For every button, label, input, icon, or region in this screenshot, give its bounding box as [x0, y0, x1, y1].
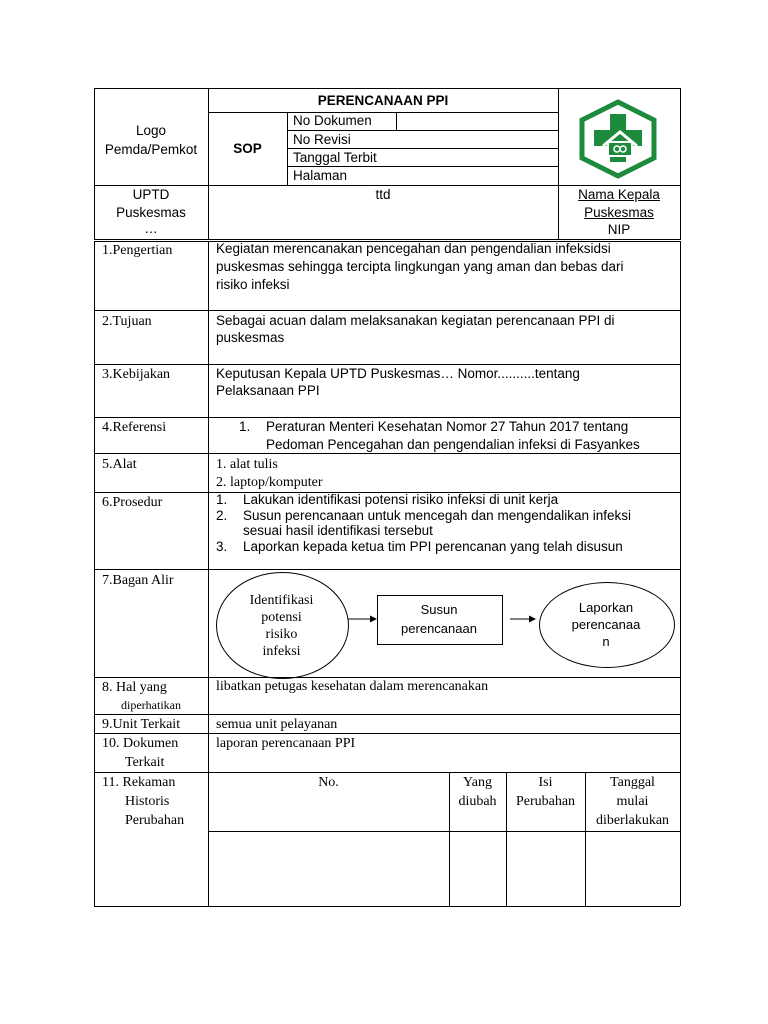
logo-placeholder: Logo Pemda/Pemkot	[104, 123, 198, 157]
label-hal-yang: 8. Hal yang	[102, 680, 167, 695]
alat-item-2: 2. laptop/komputer	[216, 475, 323, 490]
text-pengertian: Kegiatan merencanakan pencegahan dan pengendalian infeksidsi puskesmas sehingga tercipta lingkungan yang aman dan bebas dari risiko infeksi	[216, 241, 624, 292]
col-header-yang: Yang	[463, 775, 492, 790]
arrow-right-icon	[529, 616, 536, 623]
text-unit-terkait: semua unit pelayanan	[216, 717, 338, 732]
label-perubahan: Perubahan	[125, 813, 185, 828]
label-kebijakan: 3.Kebijakan	[102, 367, 171, 382]
prosedur-step-3-num: 3.	[216, 539, 228, 554]
flow-node3-line3: n	[602, 634, 610, 649]
label-unit-terkait: 9.Unit Terkait	[102, 717, 181, 732]
field-no-revisi: No Revisi	[293, 132, 351, 147]
label-dokumen: 10. Dokumen	[102, 736, 179, 751]
head-name-line2: Puskesmas	[584, 205, 654, 220]
label-pengertian: 1.Pengertian	[102, 243, 173, 258]
prosedur-step-2: Susun perencanaan untuk mencegah dan mengendalikan infeksi sesuai hasil identifikasi tersebut	[243, 508, 632, 538]
label-tujuan: 2.Tujuan	[102, 314, 152, 329]
flow-node2-line2: perencanaan	[401, 621, 477, 636]
text-kebijakan: Keputusan Kepala UPTD Puskesmas… Nomor..........tentang Pelaksanaan PPI	[216, 366, 580, 398]
label-historis: Historis	[125, 794, 170, 809]
col-header-perubahan: Perubahan	[515, 794, 576, 809]
label-referensi: 4.Referensi	[102, 420, 167, 435]
flow-node3-line2: perencanaa	[571, 617, 641, 632]
referensi-num: 1.	[239, 419, 251, 434]
label-terkait: Terkait	[125, 755, 165, 770]
col-header-no: No.	[318, 775, 339, 790]
label-prosedur: 6.Prosedur	[102, 495, 163, 510]
field-halaman: Halaman	[293, 168, 348, 183]
arrow-right-icon	[370, 616, 377, 623]
field-no-dokumen: No Dokumen	[293, 113, 372, 128]
unit-line3: …	[144, 221, 158, 236]
col-header-diubah: diubah	[458, 794, 497, 809]
field-tanggal-terbit: Tanggal Terbit	[293, 150, 377, 165]
unit-line2: Puskesmas	[116, 205, 186, 220]
unit-line1: UPTD	[132, 187, 170, 202]
sop-label: SOP	[233, 141, 262, 156]
text-dokumen-terkait: laporan perencanaan PPI	[216, 736, 356, 751]
referensi-text: Peraturan Menteri Kesehatan Nomor 27 Tahun 2017 tentang	[266, 419, 629, 434]
flow-node1-line2: potensi	[261, 610, 302, 625]
flow-node1-line3: risiko	[265, 627, 298, 642]
flow-node2-line1: Susun	[420, 602, 458, 617]
page-title: PERENCANAAN PPI	[317, 93, 449, 108]
label-diperhatikan: diperhatikan	[121, 698, 181, 712]
col-header-tanggal: Tanggal	[610, 775, 655, 790]
label-alat: 5.Alat	[102, 457, 137, 472]
referensi-text-line2: Pedoman Pencegahan dan pengendalian infeksi di Fasyankes	[266, 437, 640, 452]
flow-arrows	[346, 612, 542, 626]
puskesmas-logo-icon	[576, 99, 660, 179]
prosedur-step-2-num: 2.	[216, 508, 228, 523]
col-header-mulai: mulai	[616, 794, 649, 809]
label-rekaman: 11. Rekaman	[102, 775, 176, 790]
col-header-diberlakukan: diberlakukan	[595, 813, 670, 828]
nip-label: NIP	[607, 222, 631, 237]
prosedur-step-1-num: 1.	[216, 492, 228, 507]
prosedur-step-3: Laporkan kepada ketua tim PPI perencanan yang telah disusun	[243, 539, 623, 554]
flow-node3-line1: Laporkan	[578, 600, 634, 615]
text-hal-diperhatikan: libatkan petugas kesehatan dalam merencanakan	[216, 679, 489, 694]
head-name-line1: Nama Kepala	[578, 187, 660, 202]
col-header-isi: Isi	[538, 775, 553, 790]
flow-node1-line4: infeksi	[262, 644, 301, 659]
flow-node1-line1: Identifikasi	[249, 593, 314, 608]
label-bagan-alir: 7.Bagan Alir	[102, 573, 174, 588]
signature: ttd	[375, 187, 391, 202]
text-tujuan: Sebagai acuan dalam melaksanakan kegiatan perencanaan PPI di puskesmas	[216, 313, 615, 345]
alat-item-1: 1. alat tulis	[216, 457, 278, 472]
prosedur-step-1: Lakukan identifikasi potensi risiko infeksi di unit kerja	[243, 492, 559, 507]
